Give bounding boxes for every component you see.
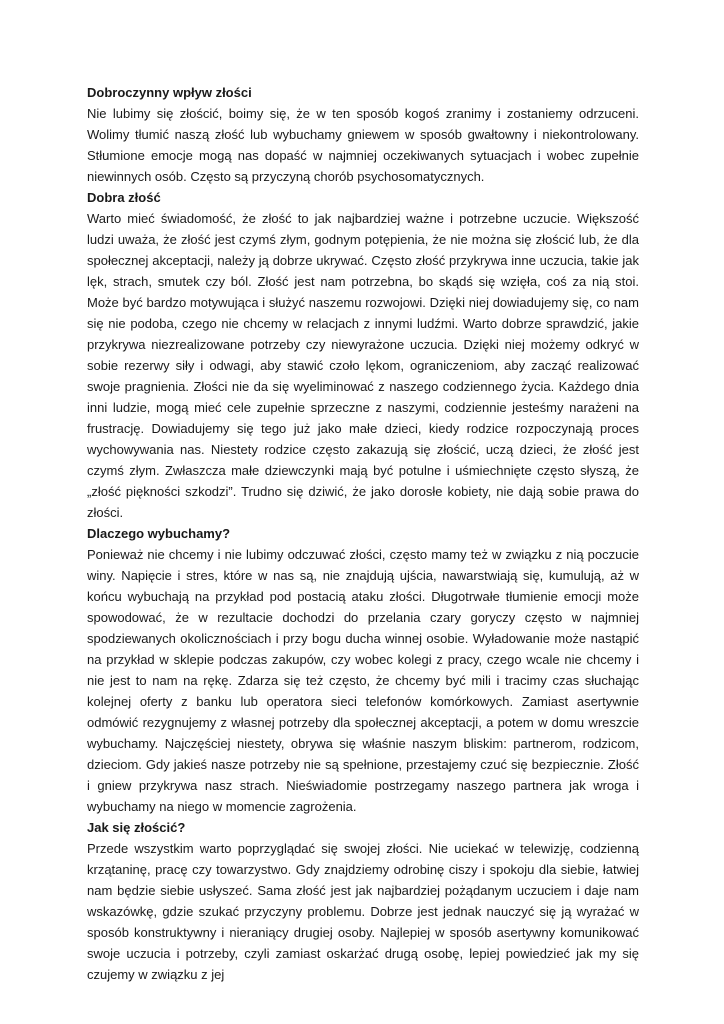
section-paragraph-dobroczynny-wplyw-zlosci: Nie lubimy się złościć, boimy się, że w ten sposób kogoś zranimy i zostaniemy odrzuceni. Wolimy tłumić naszą złość lub wybuchamy gniewem w sposób gwałtowny i niekontrolowany. Stłumione emocje mogą nas dopaść w najmniej oczekiwanych sytuacjach i wobec zupełnie niewinnych osób. Często są przyczyną chorób psychosomatycznych. bbox=[87, 106, 639, 184]
section-paragraph-jak-sie-zloscic: Przede wszystkim warto poprzyglądać się swojej złości. Nie uciekać w telewizję, codzienną krzątaninę, pracę czy towarzystwo. Gdy znajdziemy odrobinę ciszy i spokoju dla siebie, łatwiej nam będzie siebie usłyszeć. Sama złość jest jak najbardziej pożądanym uczuciem i daje nam wskazówkę, gdzie szukać przyczyny problemu. Dobrze jest jednak nauczyć się ją wyrażać w sposób konstruktywny i nieraniący drugiej osoby. Najlepiej w sposób asertywny komunikować swoje uczucia i potrzeby, czyli zamiast oskarżać drugą osobę, lepiej powiedzieć jak my się czujemy w związku z jej bbox=[87, 841, 639, 982]
section-paragraph-dobra-zlosc: Warto mieć świadomość, że złość to jak najbardziej ważne i potrzebne uczucie. Większość ludzi uważa, że złość jest czymś złym, godnym potępienia, że nie można się złościć lub, że dla społecznej akceptacji, należy ją dobrze ukrywać. Często złość przykrywa inne uczucia, takie jak lęk, strach, smutek czy ból. Złość jest nam potrzebna, bo skądś się wzięła, coś za nią stoi. Może być bardzo motywująca i służyć naszemu rozwojowi. Dzięki niej dowiadujemy się, co nam się nie podoba, czego nie chcemy w relacjach z innymi ludźmi. Warto dobrze sprawdzić, jakie przykrywa niezrealizowane potrzeby czy niewyrażone uczucia. Dzięki niej możemy odkryć w sobie rezerwy siły i odwagi, aby stawić czoło lękom, ograniczeniom, aby zacząć realizować swoje pragnienia. Złości nie da się wyeliminować z naszego codziennego życia. Każdego dnia inni ludzie, mogą mieć cele zupełnie sprzeczne z naszymi, codziennie jesteśmy narażeni na frustrację. Dowiadujemy się tego już jako małe dzieci, kiedy rodzice rozpoczynają proces wychowywania nas. Niestety rodzice często zakazują się złościć, uczą dzieci, że złość jest czymś złym. Zwłaszcza małe dziewczynki mają być potulne i uśmiechnięte często słyszą, że „złość piękności szkodzi”. Trudno się dziwić, że jako dorosłe kobiety, nie dają sobie prawa do złości. bbox=[87, 211, 639, 520]
section-paragraph-dlaczego-wybuchamy: Ponieważ nie chcemy i nie lubimy odczuwać złości, często mamy też w związku z nią poczucie winy. Napięcie i stres, które w nas są, nie znajdują ujścia, nawarstwiają się, kumulują, aż w końcu wybuchają na przykład pod postacią ataku złości. Długotrwałe tłumienie emocji może spowodować, że w rezultacie dochodzi do przelania czary goryczy często w najmniej spodziewanych okolicznościach i przy bogu ducha winnej osobie. Wyładowanie może nastąpić na przykład w sklepie podczas zakupów, czy wobec kolegi z pracy, czego wcale nie chcemy i nie jest to nam na rękę. Zdarza się też często, że chcemy być mili i tracimy czas słuchając kolejnej oferty z banku lub operatora sieci telefonów komórkowych. Zamiast asertywnie odmówić rezygnujemy z własnej potrzeby dla społecznej akceptacji, a potem w domu wreszcie wybuchamy. Najczęściej niestety, obrywa się właśnie naszym bliskim: partnerom, rodzicom, dzieciom. Gdy jakieś nasze potrzeby nie są spełnione, przestajemy czuć się bezpiecznie. Złość i gniew przykrywa nasz strach. Nieświadomie postrzegamy naszego partnera jak wroga i wybuchamy na niego w momencie zagrożenia. bbox=[87, 547, 639, 814]
section-heading-dlaczego-wybuchamy: Dlaczego wybuchamy? bbox=[87, 526, 231, 541]
document-body bbox=[87, 82, 639, 985]
section-heading-jak-sie-zloscic: Jak się złościć? bbox=[87, 820, 186, 835]
section-heading-dobra-zlosc: Dobra złość bbox=[87, 190, 161, 205]
section-heading-dobroczynny-wplyw-zlosci: Dobroczynny wpływ złości bbox=[87, 85, 252, 100]
